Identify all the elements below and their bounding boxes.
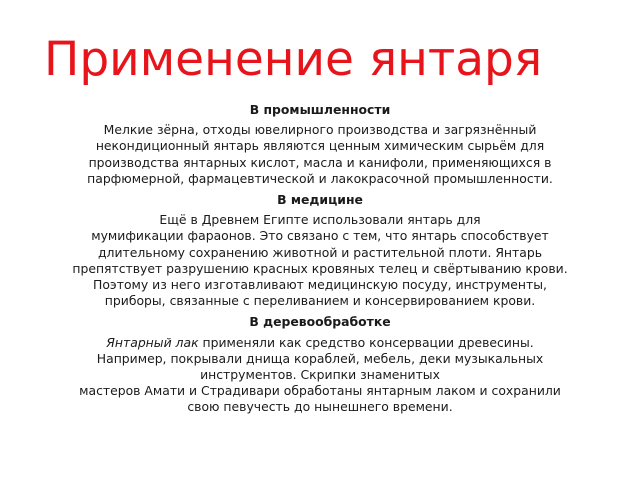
section-text-medicine (30, 212, 610, 309)
section-heading-woodworking: В деревообработке (249, 314, 391, 330)
section-heading-industry: В промышленности (249, 102, 391, 117)
text-line: свою певучесть до нынешнего времени. (187, 399, 453, 415)
text-line: мастеров Амати и Страдивари обработаны янтарным лаком и сохранили (79, 383, 561, 399)
slide-content (30, 102, 610, 421)
section-heading-medicine: В медицине (277, 192, 363, 207)
text-line-first (30, 335, 610, 351)
slide-title: Применение янтаря (44, 32, 543, 87)
text-line: парфюмерной, фармацевтической и лакокрасочной промышленности. (87, 170, 553, 186)
text-line: Ещё в Древнем Египте использовали янтарь для (159, 212, 481, 228)
text-line: приборы, связанные с переливанием и консервированием крови. (104, 293, 536, 309)
amber-lacquer-term: Янтарный лак (106, 334, 199, 350)
text-line: инструментов. Скрипки знаменитых (200, 367, 440, 382)
text-line: производства янтарных кислот, масла и канифоли, применяющихся в (88, 154, 552, 170)
text-line: длительному сохранению животной и растительной плоти. Янтарь (97, 244, 543, 260)
text-line: Например, покрывали днища кораблей, мебель, деки музыкальных (96, 350, 544, 366)
text-line: мумификации фараонов. Это связано с тем, что янтарь способствует (91, 228, 549, 244)
text-line: некондиционный янтарь являются ценным химическим сырьём для (95, 138, 545, 154)
section-text-industry (30, 122, 610, 187)
text-line-rest: применяли как средство консервации древесины. (198, 334, 534, 350)
section-text-woodworking (30, 335, 610, 416)
text-line: препятствует разрушению красных кровяных телец и свёртыванию крови. (72, 260, 568, 276)
text-line: Поэтому из него изготавливают медицинскую посуду, инструменты, (93, 277, 547, 292)
text-line: Мелкие зёрна, отходы ювелирного производства и загрязнённый (103, 122, 537, 138)
